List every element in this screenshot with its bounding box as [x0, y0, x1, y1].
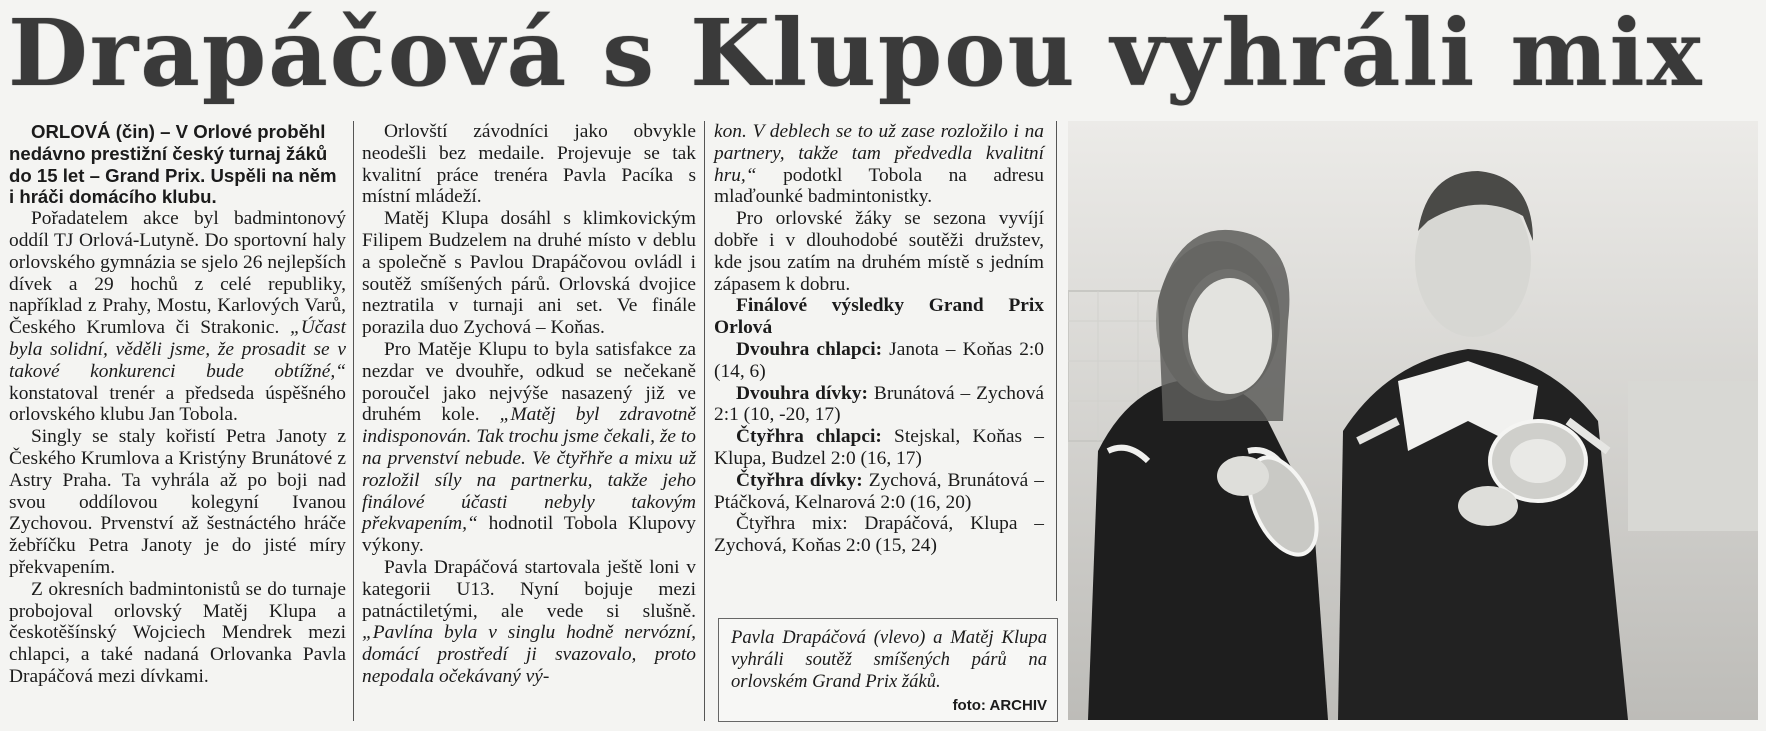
- col1-paragraph: Z okresních badmintonistů se do turnaje probojoval orlovský Matěj Klupa a českotěšínský Wojciech Mendrek mezi chlapci, a také nadaná Orlovanka Pavla Drapáčová mezi dívkami.: [9, 578, 346, 687]
- result-row: Dvouhra dívky: Brunátová – Zychová 2:1 (10, -20, 17): [714, 382, 1044, 426]
- lead-paragraph: ORLOVÁ (čin) – V Orlové proběhl nedávno prestižní český turnaj žáků do 15 let – Grand Prix. Uspěli na něm i hráči domácího klubu.: [9, 121, 337, 208]
- photo-credit: foto: ARCHIV: [952, 697, 1047, 714]
- col2-paragraph: Orlovští závodníci jako obvykle neodešli bez medaile. Projevuje se tak kvalitní práce trenéra Pavla Pacíka s místní mládeží.: [362, 121, 696, 208]
- photo-illustration: [1068, 121, 1758, 720]
- headline: Drapáčová s Klupou vyhráli mix: [8, 0, 1704, 107]
- column-1: [9, 121, 346, 688]
- column-divider: [353, 121, 354, 721]
- results-title: Finálové výsledky Grand Prix Orlová: [714, 295, 1044, 339]
- column-2: [362, 121, 696, 688]
- result-row: Čtyřhra dívky: Zychová, Brunátová – Ptáčková, Kelnarová 2:0 (16, 20): [714, 469, 1044, 513]
- column-3: [714, 121, 1044, 557]
- col2-paragraph: Pro Matěje Klupu to byla satisfakce za nezdar ve dvouhře, odkud se nečekaně poroučel jako nejvýše nasazený již ve druhém kole. „Matěj byl zdravotně indisponován. Tak trochu jsme čekali, že to na prvenství nebude. Ve čtyřhře a mixu už rozložil síly na partnerku, takže jeho finálové účasti nebyly takovým překvapením,“ hodnotil Tobola Klupovy výkony.: [362, 338, 697, 557]
- col1-paragraph: Singly se staly kořistí Petra Janoty z Českého Krumlova a Kristýny Brunátové z Astry Praha. Ta vyhrála až po boji nad svou oddílovou kolegyní Ivanou Zychovou. Prvenství až šestnáctého hráče žebříčku Petra Janoty je do jisté míry překvapením.: [9, 426, 346, 578]
- col1-paragraph: Pořadatelem akce byl badmintonový oddíl TJ Orlová-Lutyně. Do sportovní haly orlovského gymnázia se sjelo 26 nejlepších dívek a 29 hochů z celé republiky, například z Prahy, Mostu, Karlových Varů, Českého Krumlova či Strakonic. „Účast byla solidní, věděli jsme, že prosadit se v takové konkurenci bude obtížné,“ konstatoval trenér a předseda úspěšného orlovského klubu Jan Tobola.: [9, 208, 346, 426]
- caption-text: Pavla Drapáčová (vlevo) a Matěj Klupa vyhráli soutěž smíšených párů na orlovském Grand Prix žáků.: [731, 627, 1047, 692]
- col3-paragraph: kon. V deblech se to už zase rozložilo i na partnery, takže tam předvedla kvalitní hru,“ podotkl Tobola na adresu mlaďounké badmintonistky.: [714, 121, 1044, 208]
- col3-paragraph: Pro orlovské žáky se sezona vyvíjí dobře i v dlouhodobé soutěži družstev, kde jsou zatím na druhém místě s jedním zápasem k dobru.: [714, 208, 1044, 295]
- result-row: Dvouhra chlapci: Janota – Koňas 2:0 (14, 6): [714, 338, 1045, 382]
- photo-caption: [718, 618, 1058, 722]
- photo: [1068, 121, 1758, 720]
- column-divider: [1056, 121, 1057, 601]
- col2-paragraph: Pavla Drapáčová startovala ještě loni v kategorii U13. Nyní bojuje mezi patnáctiletými, ale vede si slušně. „Pavlína byla v singlu hodně nervózní, domácí prostředí ji svazovalo, proto nepodala očekávaný vý-: [362, 556, 696, 687]
- col2-paragraph: Matěj Klupa dosáhl s klimkovickým Filipem Budzelem na druhé místo v deblu a společně s Pavlou Drapáčovou ovládl i soutěž smíšených párů. Orlovská dvojice neztratila v turnaji ani set. Ve finále porazila duo Zychová – Koňas.: [362, 208, 696, 339]
- result-row: Čtyřhra mix: Drapáčová, Klupa – Zychová, Koňas 2:0 (15, 24): [714, 513, 1044, 557]
- column-divider: [704, 121, 705, 721]
- result-row: Čtyřhra chlapci: Stejskal, Koňas – Klupa, Budzel 2:0 (16, 17): [714, 426, 1044, 469]
